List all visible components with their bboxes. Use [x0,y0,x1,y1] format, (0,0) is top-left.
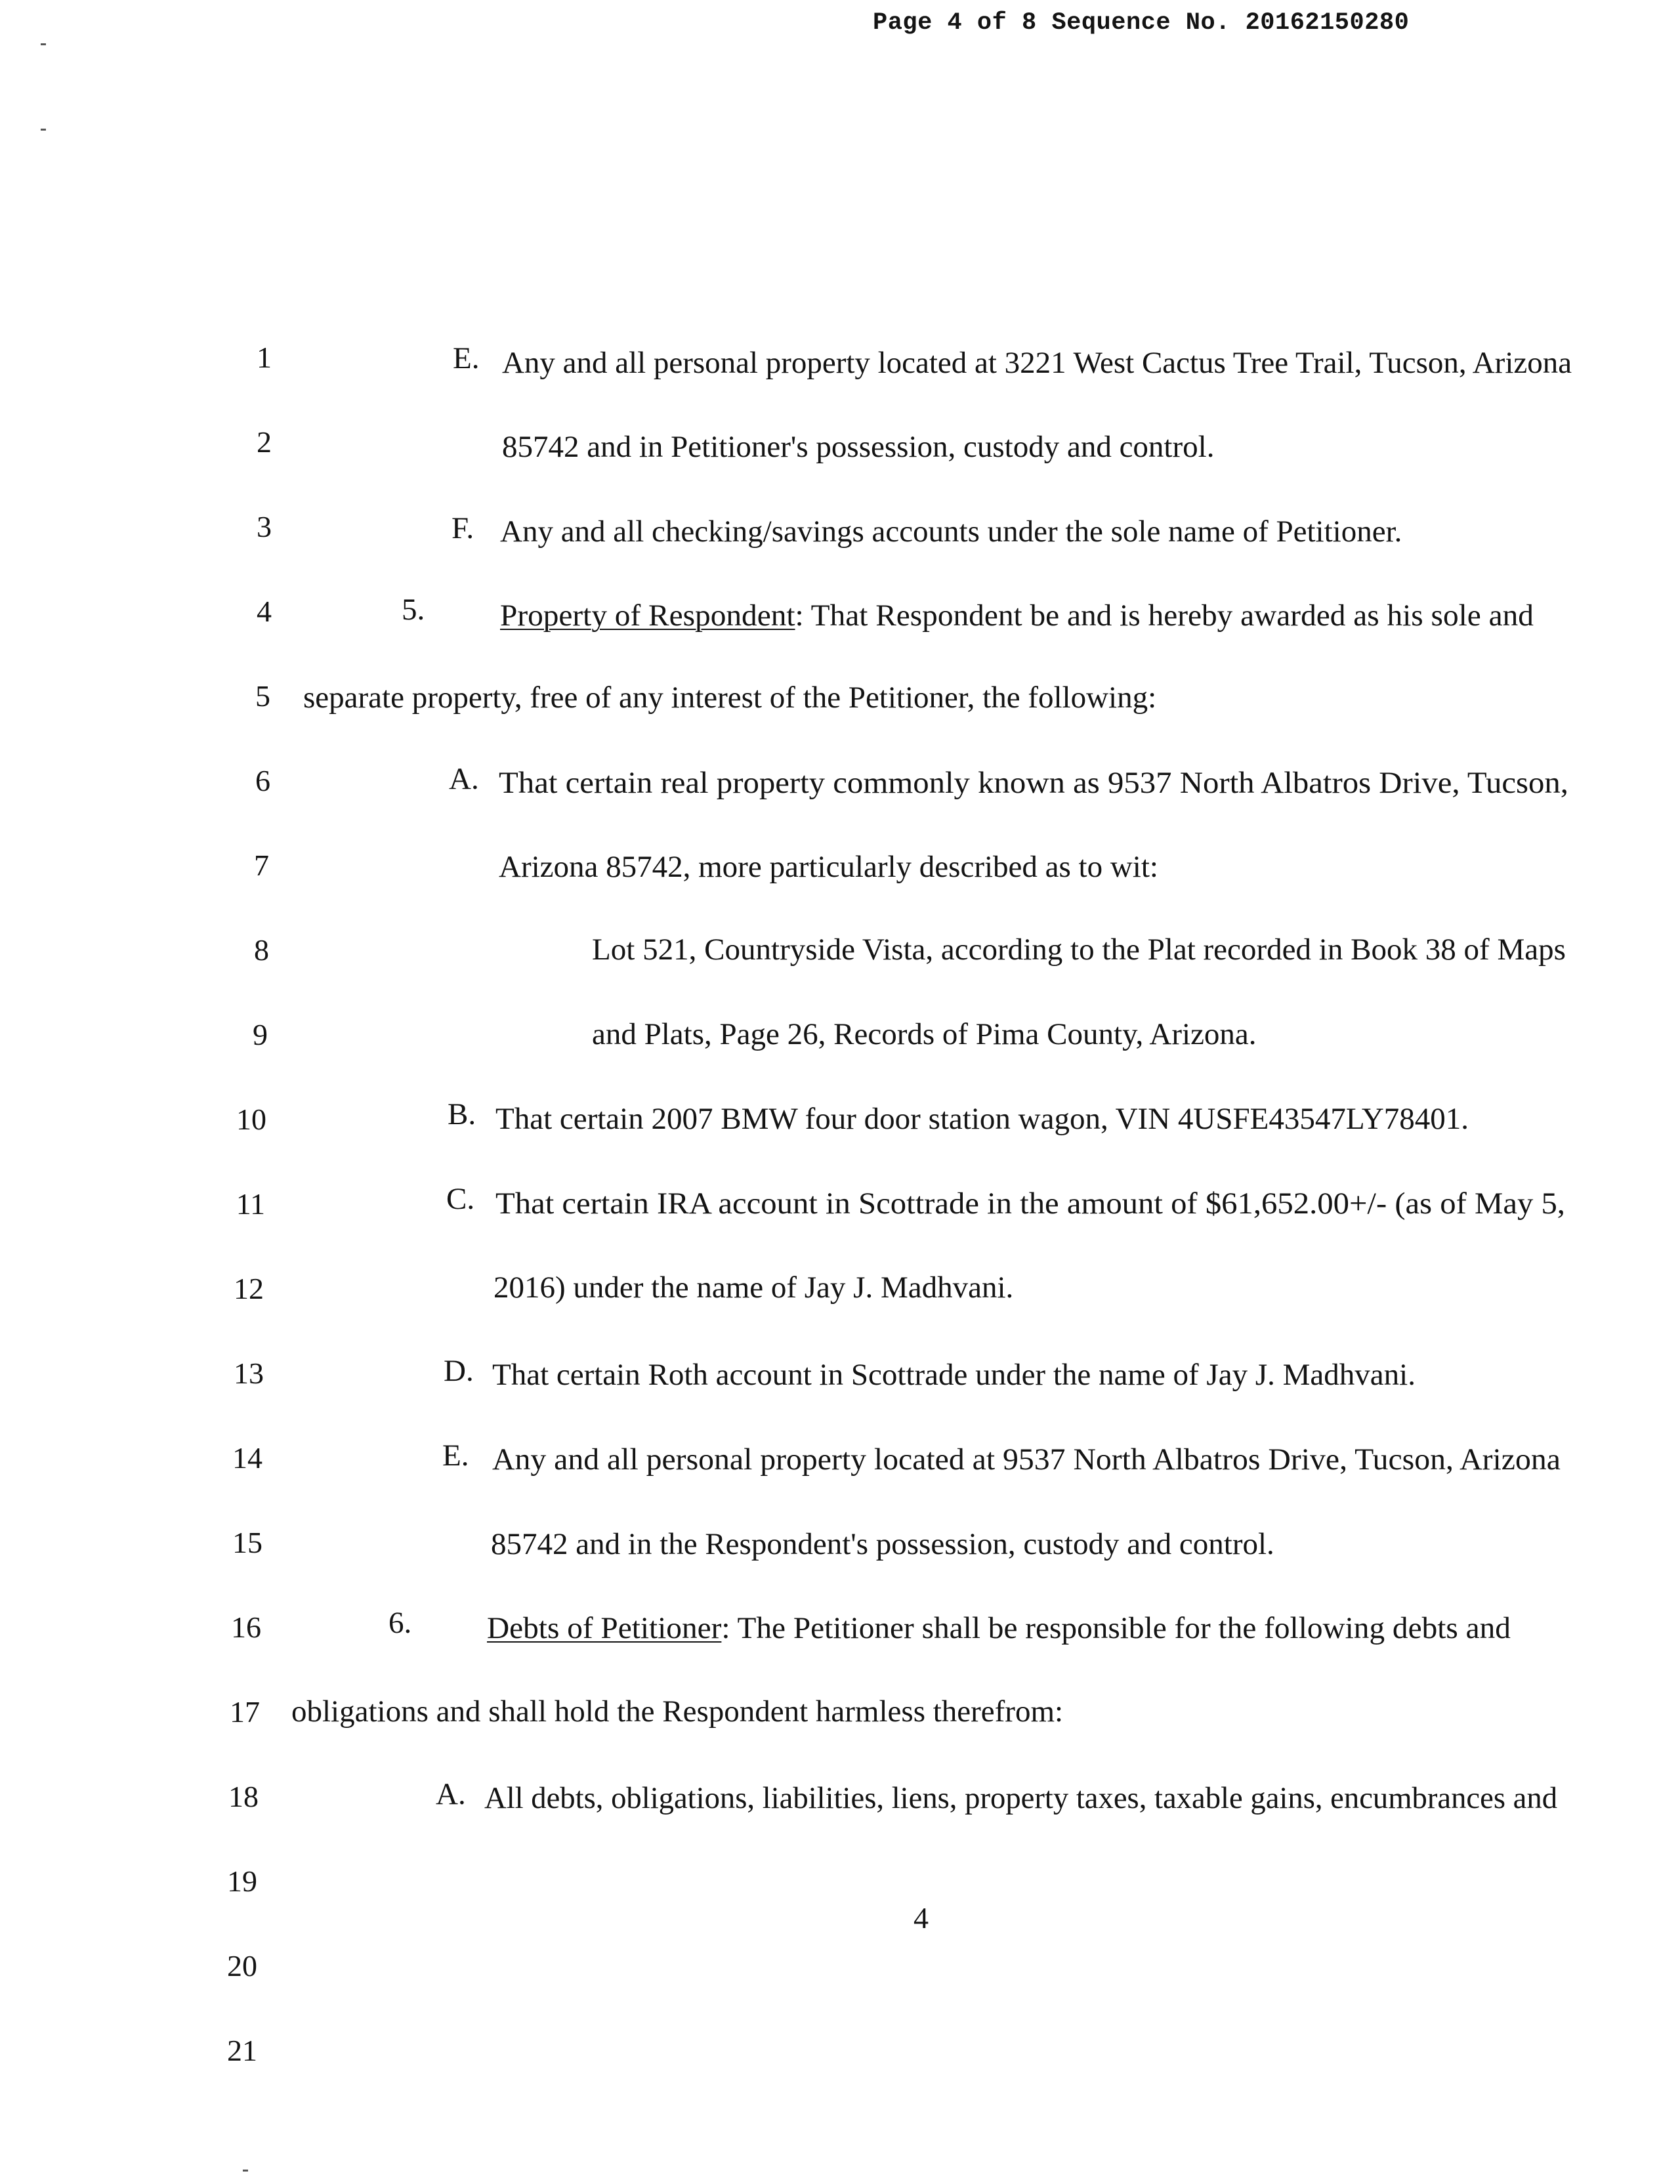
line-number: 4 [257,595,272,628]
body-line-15: 85742 and in the Respondent's possession, custody and control. [491,1527,1274,1561]
item-label: D. [444,1354,474,1388]
body-line-17: obligations and shall hold the Respondent harmless therefrom: [291,1694,1064,1729]
body-line-6: That certain real property commonly known as 9537 North Albatros Drive, Tucson, [499,766,1568,800]
line-number: 17 [230,1695,260,1729]
line-number: 16 [231,1610,261,1644]
body-line-16 [487,1613,1511,1644]
item-label: B. [448,1097,476,1131]
body-line-5: separate property, free of any interest of the Petitioner, the following: [303,681,1157,715]
line-number: 3 [257,510,272,543]
body-line-7: Arizona 85742, more particularly described as to wit: [499,850,1158,884]
line-number: 6 [255,764,270,797]
item-label: C. [446,1182,475,1216]
body-line-2: 85742 and in Petitioner's possession, custody and control. [502,430,1215,464]
body-line-9: and Plats, Page 26, Records of Pima County, Arizona. [592,1017,1257,1051]
body-line-13: That certain Roth account in Scottrade under the name of Jay J. Madhvani. [492,1358,1416,1392]
paragraph-number: 5. [402,593,425,627]
scan-mark [243,2170,248,2172]
line-number: 19 [227,1864,257,1898]
body-line-4-text: : That Respondent be and is hereby awarded as his sole and [795,598,1534,633]
line-number: 12 [234,1272,264,1305]
body-line-16-text: : The Petitioner shall be responsible for the following debts and [721,1611,1511,1645]
line-number: 7 [254,849,269,882]
body-line-1: Any and all personal property located at 3221 West Cactus Tree Trail, Tucson, Arizona [502,346,1572,380]
body-line-8: Lot 521, Countryside Vista, according to the Plat recorded in Book 38 of Maps [592,933,1566,967]
line-number: 21 [227,2034,257,2067]
paragraph-number: 6. [388,1606,412,1640]
section-heading: Debts of Petitioner [487,1611,722,1645]
item-label: A. [449,762,479,796]
body-line-4 [500,600,1534,631]
item-label: F. [452,511,474,545]
body-line-18: All debts, obligations, liabilities, liens, property taxes, taxable gains, encumbrances and [484,1781,1558,1815]
scan-mark [41,129,46,131]
line-number: 14 [232,1441,262,1475]
section-heading: Property of Respondent [500,598,795,633]
line-number: 15 [232,1526,262,1559]
line-number: 1 [257,341,272,374]
body-line-14: Any and all personal property located at 9537 North Albatros Drive, Tucson, Arizona [492,1442,1561,1477]
page-header: Page 4 of 8 Sequence No. 20162150280 [873,9,1410,37]
line-number: 2 [257,425,272,459]
page-number: 4 [914,1901,929,1935]
line-number: 5 [255,679,270,713]
line-number: 8 [254,933,269,967]
line-number: 20 [227,1949,257,1983]
item-label: E. [453,341,480,375]
body-line-3: Any and all checking/savings accounts under the sole name of Petitioner. [500,514,1402,549]
line-number: 9 [253,1018,268,1051]
line-number: 11 [236,1187,265,1221]
item-label: E. [442,1438,469,1473]
body-line-10: That certain 2007 BMW four door station wagon, VIN 4USFE43547LY78401. [495,1102,1469,1136]
scan-mark [41,43,46,45]
line-number: 18 [228,1780,259,1813]
body-line-12: 2016) under the name of Jay J. Madhvani. [494,1270,1014,1305]
line-number: 10 [236,1102,266,1136]
item-label: A. [436,1777,466,1811]
body-line-11: That certain IRA account in Scottrade in the amount of $61,652.00+/- (as of May 5, [495,1186,1565,1221]
line-number: 13 [234,1356,264,1390]
